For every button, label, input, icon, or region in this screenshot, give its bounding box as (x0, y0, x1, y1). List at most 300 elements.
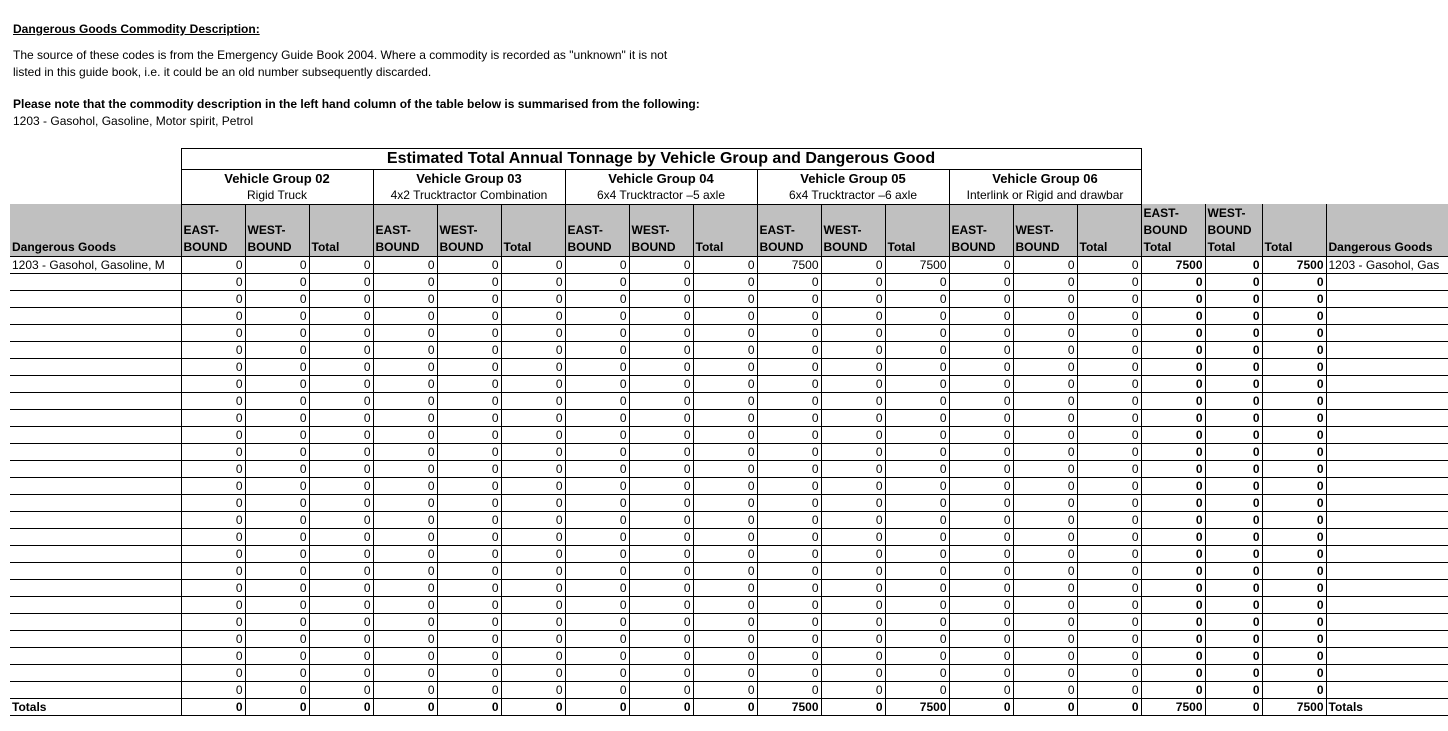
cell-value: 0 (1013, 545, 1077, 562)
cell-value: 0 (885, 562, 949, 579)
cell-value: 0 (1141, 528, 1205, 545)
cell-value: 0 (373, 256, 437, 273)
header-westbound: WEST- BOUND (629, 204, 693, 256)
cell-value: 0 (1262, 647, 1326, 664)
cell-value: 0 (437, 596, 501, 613)
cell-value: 0 (437, 494, 501, 511)
cell-value: 0 (245, 511, 309, 528)
cell-value: 0 (1077, 681, 1141, 698)
cell-value: 0 (309, 409, 373, 426)
cell-value: 0 (309, 341, 373, 358)
cell-value: 0 (437, 358, 501, 375)
cell-value: 0 (1141, 460, 1205, 477)
cell-value: 0 (181, 664, 245, 681)
cell-value: 7500 (1141, 698, 1205, 715)
cell-value: 0 (1205, 290, 1262, 307)
cell-value: 0 (757, 511, 821, 528)
cell-value: 0 (501, 460, 565, 477)
cell-value: 0 (693, 290, 757, 307)
header-westbound: WEST- BOUND (1013, 204, 1077, 256)
row-label-right (1326, 324, 1448, 341)
cell-value: 7500 (885, 698, 949, 715)
cell-value: 0 (245, 596, 309, 613)
row-label-right (1326, 596, 1448, 613)
cell-value: 0 (501, 579, 565, 596)
cell-value: 0 (821, 290, 885, 307)
cell-value: 0 (757, 307, 821, 324)
cell-value: 0 (1013, 664, 1077, 681)
cell-value: 0 (501, 324, 565, 341)
cell-value: 0 (885, 290, 949, 307)
row-label (10, 426, 181, 443)
cell-value: 0 (309, 562, 373, 579)
cell-value: 0 (821, 698, 885, 715)
cell-value: 0 (1205, 613, 1262, 630)
cell-value: 0 (1013, 273, 1077, 290)
cell-value: 0 (373, 443, 437, 460)
cell-value: 0 (949, 358, 1013, 375)
cell-value: 0 (629, 290, 693, 307)
cell-value: 0 (949, 375, 1013, 392)
cell-value: 0 (373, 358, 437, 375)
cell-value: 0 (1077, 324, 1141, 341)
cell-value: 0 (629, 324, 693, 341)
cell-value: 0 (309, 324, 373, 341)
cell-value: 0 (885, 307, 949, 324)
cell-value: 0 (373, 392, 437, 409)
cell-value: 0 (629, 307, 693, 324)
cell-value: 0 (949, 698, 1013, 715)
cell-value: 0 (1013, 324, 1077, 341)
row-label-right (1326, 460, 1448, 477)
cell-value: 0 (245, 409, 309, 426)
table-row (10, 494, 1448, 511)
cell-value: 0 (1141, 392, 1205, 409)
row-label: Totals (10, 698, 181, 715)
cell-value: 0 (1077, 290, 1141, 307)
cell-value: 0 (181, 477, 245, 494)
cell-value: 0 (245, 273, 309, 290)
cell-value: 0 (1077, 596, 1141, 613)
cell-value: 0 (1013, 426, 1077, 443)
cell-value: 0 (693, 426, 757, 443)
cell-value: 0 (1077, 307, 1141, 324)
cell-value: 0 (501, 358, 565, 375)
row-label (10, 494, 181, 511)
cell-value: 0 (1205, 341, 1262, 358)
cell-value: 0 (181, 630, 245, 647)
cell-value: 0 (1262, 290, 1326, 307)
header-westbound: WEST- BOUND (821, 204, 885, 256)
cell-value: 0 (757, 579, 821, 596)
cell-value: 0 (885, 341, 949, 358)
cell-value: 0 (949, 630, 1013, 647)
cell-value: 0 (309, 647, 373, 664)
cell-value: 0 (181, 545, 245, 562)
cell-value: 0 (1262, 409, 1326, 426)
row-label (10, 613, 181, 630)
cell-value: 0 (245, 698, 309, 715)
cell-value: 0 (693, 392, 757, 409)
cell-value: 0 (757, 375, 821, 392)
cell-value: 0 (1013, 562, 1077, 579)
cell-value: 0 (565, 579, 629, 596)
cell-value: 0 (693, 273, 757, 290)
cell-value: 0 (1205, 647, 1262, 664)
cell-value: 0 (629, 494, 693, 511)
row-label-right (1326, 647, 1448, 664)
cell-value: 0 (1262, 664, 1326, 681)
cell-value: 0 (629, 698, 693, 715)
cell-value: 0 (181, 511, 245, 528)
cell-value: 7500 (757, 256, 821, 273)
cell-value: 0 (885, 681, 949, 698)
cell-value: 0 (1205, 511, 1262, 528)
vehicle-group-desc: Rigid Truck (181, 187, 373, 204)
cell-value: 0 (437, 409, 501, 426)
header-grand-total: Total (1262, 204, 1326, 256)
cell-value: 0 (565, 613, 629, 630)
cell-value: 0 (1013, 409, 1077, 426)
cell-value: 0 (693, 341, 757, 358)
row-label (10, 324, 181, 341)
cell-value: 0 (501, 256, 565, 273)
row-label-right (1326, 341, 1448, 358)
cell-value: 0 (629, 613, 693, 630)
cell-value: 0 (1205, 256, 1262, 273)
vehicle-group-name: Vehicle Group 03 (373, 170, 565, 188)
cell-value: 0 (181, 596, 245, 613)
cell-value: 0 (437, 256, 501, 273)
cell-value: 0 (373, 511, 437, 528)
cell-value: 0 (309, 630, 373, 647)
cell-value: 0 (629, 630, 693, 647)
cell-value: 0 (949, 392, 1013, 409)
tonnage-table (10, 148, 1448, 716)
cell-value: 0 (501, 664, 565, 681)
cell-value: 0 (501, 392, 565, 409)
row-label-right (1326, 358, 1448, 375)
row-label (10, 358, 181, 375)
row-label-right (1326, 630, 1448, 647)
cell-value: 0 (821, 613, 885, 630)
cell-value: 0 (821, 460, 885, 477)
cell-value: 0 (821, 256, 885, 273)
cell-value: 0 (245, 443, 309, 460)
cell-value: 0 (181, 341, 245, 358)
cell-value: 0 (565, 392, 629, 409)
cell-value: 0 (693, 477, 757, 494)
cell-value: 0 (885, 375, 949, 392)
row-label (10, 647, 181, 664)
cell-value: 0 (885, 596, 949, 613)
cell-value: 0 (949, 324, 1013, 341)
cell-value: 0 (1262, 545, 1326, 562)
cell-value: 0 (629, 647, 693, 664)
cell-value: 0 (1205, 375, 1262, 392)
cell-value: 0 (1013, 698, 1077, 715)
cell-value: 0 (757, 290, 821, 307)
table-row (10, 375, 1448, 392)
cell-value: 0 (1013, 443, 1077, 460)
row-label-right (1326, 477, 1448, 494)
cell-value: 0 (1205, 681, 1262, 698)
cell-value: 0 (437, 324, 501, 341)
cell-value: 0 (1205, 698, 1262, 715)
header-total: Total (501, 204, 565, 256)
cell-value: 0 (821, 358, 885, 375)
cell-value: 0 (821, 511, 885, 528)
cell-value: 0 (885, 409, 949, 426)
cell-value: 0 (181, 494, 245, 511)
cell-value: 0 (1077, 664, 1141, 681)
cell-value: 0 (1262, 511, 1326, 528)
cell-value: 0 (565, 545, 629, 562)
cell-value: 0 (181, 324, 245, 341)
row-label (10, 375, 181, 392)
row-label-right (1326, 392, 1448, 409)
cell-value: 0 (757, 681, 821, 698)
cell-value: 0 (1262, 613, 1326, 630)
row-label (10, 596, 181, 613)
cell-value: 0 (565, 460, 629, 477)
cell-value: 0 (949, 273, 1013, 290)
cell-value: 0 (565, 477, 629, 494)
cell-value: 0 (1141, 477, 1205, 494)
table-row (10, 443, 1448, 460)
cell-value: 0 (245, 681, 309, 698)
cell-value: 0 (821, 426, 885, 443)
cell-value: 0 (757, 426, 821, 443)
cell-value: 0 (1205, 358, 1262, 375)
cell-value: 0 (245, 358, 309, 375)
cell-value: 0 (1262, 630, 1326, 647)
header-eastbound: EAST- BOUND (565, 204, 629, 256)
cell-value: 0 (437, 426, 501, 443)
cell-value: 0 (693, 698, 757, 715)
cell-value: 0 (373, 613, 437, 630)
cell-value: 0 (757, 460, 821, 477)
cell-value: 0 (885, 647, 949, 664)
cell-value: 0 (437, 511, 501, 528)
cell-value: 0 (949, 664, 1013, 681)
cell-value: 0 (1205, 545, 1262, 562)
table-row (10, 647, 1448, 664)
cell-value: 0 (949, 494, 1013, 511)
cell-value: 0 (1013, 528, 1077, 545)
cell-value: 0 (181, 358, 245, 375)
cell-value: 0 (693, 681, 757, 698)
cell-value: 0 (565, 630, 629, 647)
row-label-right (1326, 545, 1448, 562)
cell-value: 0 (1205, 273, 1262, 290)
cell-value: 0 (565, 647, 629, 664)
header-eastbound: EAST- BOUND (757, 204, 821, 256)
cell-value: 0 (1205, 562, 1262, 579)
cell-value: 0 (1262, 392, 1326, 409)
cell-value: 0 (565, 698, 629, 715)
cell-value: 0 (1013, 647, 1077, 664)
cell-value: 0 (181, 443, 245, 460)
totals-row (10, 698, 1448, 715)
cell-value: 0 (373, 409, 437, 426)
cell-value: 0 (501, 596, 565, 613)
cell-value: 0 (181, 681, 245, 698)
cell-value: 7500 (1262, 698, 1326, 715)
cell-value: 0 (757, 562, 821, 579)
cell-value: 0 (245, 545, 309, 562)
cell-value: 0 (629, 562, 693, 579)
cell-value: 0 (565, 273, 629, 290)
cell-value: 0 (885, 324, 949, 341)
cell-value: 0 (629, 358, 693, 375)
row-label-right (1326, 562, 1448, 579)
cell-value: 0 (373, 596, 437, 613)
cell-value: 0 (309, 681, 373, 698)
cell-value: 0 (693, 443, 757, 460)
cell-value: 0 (949, 409, 1013, 426)
cell-value: 0 (885, 273, 949, 290)
cell-value: 0 (821, 664, 885, 681)
table-row (10, 307, 1448, 324)
cell-value: 0 (373, 545, 437, 562)
cell-value: 0 (1077, 460, 1141, 477)
row-label: 1203 - Gasohol, Gasoline, M (10, 256, 181, 273)
cell-value: 0 (565, 681, 629, 698)
cell-value: 0 (309, 273, 373, 290)
cell-value: 0 (181, 392, 245, 409)
cell-value: 0 (181, 307, 245, 324)
cell-value: 0 (245, 579, 309, 596)
cell-value: 0 (949, 596, 1013, 613)
cell-value: 0 (885, 528, 949, 545)
cell-value: 0 (1013, 358, 1077, 375)
cell-value: 0 (949, 511, 1013, 528)
table-row (10, 477, 1448, 494)
cell-value: 0 (1141, 341, 1205, 358)
row-label-right (1326, 375, 1448, 392)
cell-value: 0 (181, 579, 245, 596)
cell-value: 0 (1205, 392, 1262, 409)
cell-value: 0 (245, 290, 309, 307)
cell-value: 0 (693, 664, 757, 681)
cell-value: 0 (949, 579, 1013, 596)
cell-value: 0 (1013, 290, 1077, 307)
row-label-right (1326, 681, 1448, 698)
header-dangerous-goods-right: Dangerous Goods (1326, 204, 1448, 256)
cell-value: 0 (757, 630, 821, 647)
cell-value: 0 (1077, 256, 1141, 273)
cell-value: 0 (181, 528, 245, 545)
row-label (10, 307, 181, 324)
cell-value: 0 (949, 426, 1013, 443)
header-total: Total (885, 204, 949, 256)
cell-value: 0 (1262, 494, 1326, 511)
cell-value: 0 (309, 307, 373, 324)
cell-value: 0 (565, 324, 629, 341)
cell-value: 0 (693, 511, 757, 528)
cell-value: 0 (309, 375, 373, 392)
cell-value: 0 (629, 443, 693, 460)
cell-value: 0 (693, 307, 757, 324)
cell-value: 0 (949, 562, 1013, 579)
cell-value: 0 (565, 443, 629, 460)
cell-value: 0 (1013, 630, 1077, 647)
cell-value: 0 (1262, 528, 1326, 545)
cell-value: 0 (1013, 460, 1077, 477)
cell-value: 0 (565, 307, 629, 324)
cell-value: 0 (693, 409, 757, 426)
cell-value: 0 (629, 392, 693, 409)
cell-value: 0 (629, 256, 693, 273)
cell-value: 0 (565, 511, 629, 528)
cell-value: 0 (245, 664, 309, 681)
cell-value: 0 (309, 443, 373, 460)
cell-value: 0 (821, 477, 885, 494)
cell-value: 0 (565, 375, 629, 392)
cell-value: 7500 (885, 256, 949, 273)
cell-value: 0 (1262, 579, 1326, 596)
cell-value: 0 (1205, 409, 1262, 426)
cell-value: 0 (1141, 596, 1205, 613)
cell-value: 0 (565, 664, 629, 681)
cell-value: 0 (1205, 443, 1262, 460)
row-label (10, 630, 181, 647)
cell-value: 0 (373, 630, 437, 647)
cell-value: 0 (757, 443, 821, 460)
cell-value: 0 (693, 579, 757, 596)
table-row (10, 324, 1448, 341)
cell-value: 0 (629, 375, 693, 392)
cell-value: 0 (693, 494, 757, 511)
cell-value: 0 (1262, 358, 1326, 375)
cell-value: 0 (1141, 290, 1205, 307)
cell-value: 0 (885, 494, 949, 511)
cell-value: 0 (245, 630, 309, 647)
cell-value: 0 (1013, 477, 1077, 494)
cell-value: 0 (949, 528, 1013, 545)
cell-value: 0 (1205, 664, 1262, 681)
cell-value: 0 (1205, 528, 1262, 545)
cell-value: 0 (501, 443, 565, 460)
table-title: Estimated Total Annual Tonnage by Vehicle Group and Dangerous Good (181, 149, 1141, 170)
cell-value: 0 (885, 443, 949, 460)
cell-value: 0 (1077, 443, 1141, 460)
source-line-1: The source of these codes is from the Emergency Guide Book 2004. Where a commodity is recorded as "unknown" it is not (13, 48, 668, 62)
cell-value: 0 (757, 647, 821, 664)
table-row (10, 358, 1448, 375)
cell-value: 0 (1077, 375, 1141, 392)
row-label-right (1326, 307, 1448, 324)
cell-value: 0 (309, 579, 373, 596)
table-row (10, 341, 1448, 358)
cell-value: 0 (501, 409, 565, 426)
cell-value: 0 (309, 596, 373, 613)
cell-value: 0 (1077, 426, 1141, 443)
cell-value: 0 (1205, 307, 1262, 324)
cell-value: 0 (1262, 307, 1326, 324)
cell-value: 0 (245, 477, 309, 494)
cell-value: 0 (629, 681, 693, 698)
cell-value: 7500 (1141, 256, 1205, 273)
cell-value: 0 (309, 460, 373, 477)
cell-value: 0 (437, 307, 501, 324)
row-label (10, 443, 181, 460)
cell-value: 0 (821, 545, 885, 562)
cell-value: 0 (501, 426, 565, 443)
cell-value: 0 (309, 528, 373, 545)
row-label-right (1326, 273, 1448, 290)
